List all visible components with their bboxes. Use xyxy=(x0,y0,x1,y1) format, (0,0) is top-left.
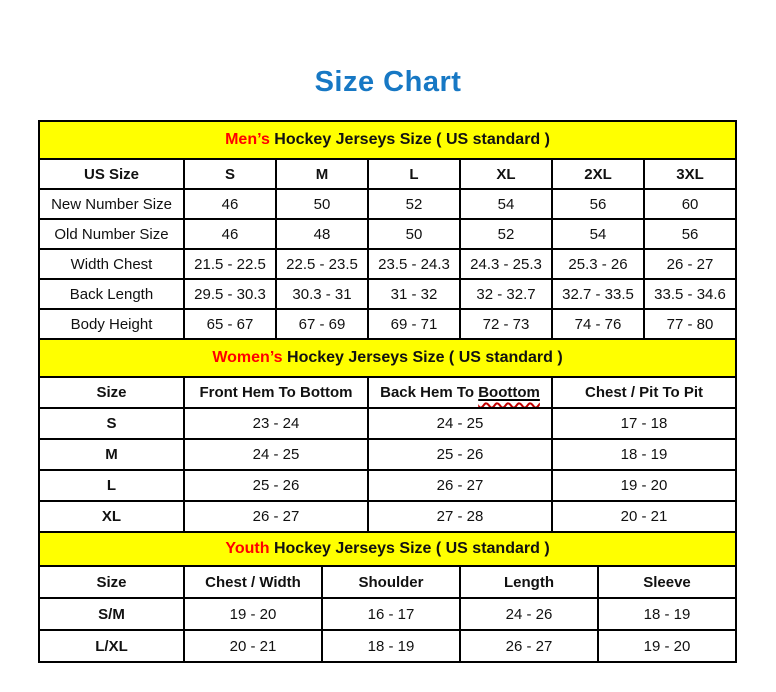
size-cell: 72 - 73 xyxy=(460,309,552,339)
column-header: 2XL xyxy=(552,159,644,189)
size-cell: 19 - 20 xyxy=(552,470,736,501)
table-row xyxy=(39,279,736,309)
size-cell: 23 - 24 xyxy=(184,408,368,439)
size-cell: 69 - 71 xyxy=(368,309,460,339)
size-cell: 54 xyxy=(460,189,552,219)
youth-section-header xyxy=(39,532,736,566)
size-cell: 65 - 67 xyxy=(184,309,276,339)
womens-size-table xyxy=(38,338,737,533)
column-header: M xyxy=(276,159,368,189)
table-row xyxy=(39,219,736,249)
column-header: Size xyxy=(39,566,184,598)
size-cell: 56 xyxy=(644,219,736,249)
size-cell: 60 xyxy=(644,189,736,219)
column-header: Chest / Pit To Pit xyxy=(552,377,736,408)
row-label: New Number Size xyxy=(39,189,184,219)
size-cell: 21.5 - 22.5 xyxy=(184,249,276,279)
table-row xyxy=(39,408,736,439)
size-cell: 74 - 76 xyxy=(552,309,644,339)
column-header: 3XL xyxy=(644,159,736,189)
size-cell: 25 - 26 xyxy=(368,439,552,470)
size-cell: 46 xyxy=(184,219,276,249)
table-row xyxy=(39,630,736,662)
row-label: Back Length xyxy=(39,279,184,309)
size-cell: 23.5 - 24.3 xyxy=(368,249,460,279)
column-header: Shoulder xyxy=(322,566,460,598)
womens-column-header-row xyxy=(39,377,736,408)
table-row xyxy=(39,501,736,532)
size-cell: 18 - 19 xyxy=(598,598,736,630)
size-cell: 18 - 19 xyxy=(552,439,736,470)
size-cell: 29.5 - 30.3 xyxy=(184,279,276,309)
row-label: Old Number Size xyxy=(39,219,184,249)
size-cell: 18 - 19 xyxy=(322,630,460,662)
size-cell: 52 xyxy=(368,189,460,219)
size-cell: 16 - 17 xyxy=(322,598,460,630)
womens-section-header-row xyxy=(39,339,736,377)
size-cell: 26 - 27 xyxy=(184,501,368,532)
size-cell: 48 xyxy=(276,219,368,249)
size-cell: 20 - 21 xyxy=(552,501,736,532)
row-label: L/XL xyxy=(39,630,184,662)
size-cell: 19 - 20 xyxy=(598,630,736,662)
row-label: XL xyxy=(39,501,184,532)
size-cell: 77 - 80 xyxy=(644,309,736,339)
column-header: Sleeve xyxy=(598,566,736,598)
table-row xyxy=(39,309,736,339)
column-header-back-prefix: Back Hem To xyxy=(380,384,479,401)
size-cell: 24 - 25 xyxy=(184,439,368,470)
table-row xyxy=(39,249,736,279)
size-cell: 31 - 32 xyxy=(368,279,460,309)
column-header: US Size xyxy=(39,159,184,189)
size-cell: 19 - 20 xyxy=(184,598,322,630)
size-cell: 33.5 - 34.6 xyxy=(644,279,736,309)
row-label: Width Chest xyxy=(39,249,184,279)
page-title: Size Chart xyxy=(314,66,462,98)
mens-section-header xyxy=(39,121,736,159)
womens-section-header xyxy=(39,339,736,377)
youth-size-table xyxy=(38,531,737,663)
column-header: Size xyxy=(39,377,184,408)
table-row xyxy=(39,189,736,219)
size-cell: 54 xyxy=(552,219,644,249)
size-cell: 17 - 18 xyxy=(552,408,736,439)
size-cell: 26 - 27 xyxy=(644,249,736,279)
column-header: Front Hem To Bottom xyxy=(184,377,368,408)
youth-section-header-highlight: Youth xyxy=(225,540,270,557)
mens-size-table xyxy=(38,120,737,340)
size-cell: 24.3 - 25.3 xyxy=(460,249,552,279)
size-cell: 24 - 25 xyxy=(368,408,552,439)
misspelled-word: Boottom xyxy=(478,384,540,401)
size-cell: 32.7 - 33.5 xyxy=(552,279,644,309)
size-cell: 46 xyxy=(184,189,276,219)
size-cell: 50 xyxy=(368,219,460,249)
womens-section-header-rest: Hockey Jerseys Size ( US standard ) xyxy=(282,349,563,366)
size-cell: 25 - 26 xyxy=(184,470,368,501)
row-label: L xyxy=(39,470,184,501)
mens-column-header-row xyxy=(39,159,736,189)
mens-section-header-row xyxy=(39,121,736,159)
column-header: S xyxy=(184,159,276,189)
size-cell: 24 - 26 xyxy=(460,598,598,630)
size-cell: 25.3 - 26 xyxy=(552,249,644,279)
size-cell: 27 - 28 xyxy=(368,501,552,532)
table-row xyxy=(39,598,736,630)
column-header: XL xyxy=(460,159,552,189)
row-label: S xyxy=(39,408,184,439)
row-label: M xyxy=(39,439,184,470)
mens-section-header-rest: Hockey Jerseys Size ( US standard ) xyxy=(269,131,550,148)
size-cell: 20 - 21 xyxy=(184,630,322,662)
size-cell: 26 - 27 xyxy=(368,470,552,501)
size-cell: 22.5 - 23.5 xyxy=(276,249,368,279)
size-cell: 56 xyxy=(552,189,644,219)
spellcheck-squiggle xyxy=(478,384,540,401)
size-chart-tables xyxy=(38,120,735,663)
column-header-back-hem xyxy=(368,377,552,408)
youth-section-header-row xyxy=(39,532,736,566)
youth-column-header-row xyxy=(39,566,736,598)
row-label: S/M xyxy=(39,598,184,630)
size-cell: 67 - 69 xyxy=(276,309,368,339)
size-cell: 52 xyxy=(460,219,552,249)
column-header: Chest / Width xyxy=(184,566,322,598)
size-cell: 50 xyxy=(276,189,368,219)
column-header: L xyxy=(368,159,460,189)
size-cell: 32 - 32.7 xyxy=(460,279,552,309)
youth-section-header-rest: Hockey Jerseys Size ( US standard ) xyxy=(269,540,550,557)
row-label: Body Height xyxy=(39,309,184,339)
table-row xyxy=(39,470,736,501)
mens-section-header-highlight: Men’s xyxy=(225,131,270,148)
column-header: Length xyxy=(460,566,598,598)
size-cell: 30.3 - 31 xyxy=(276,279,368,309)
womens-section-header-highlight: Women’s xyxy=(212,349,283,366)
table-row xyxy=(39,439,736,470)
size-cell: 26 - 27 xyxy=(460,630,598,662)
